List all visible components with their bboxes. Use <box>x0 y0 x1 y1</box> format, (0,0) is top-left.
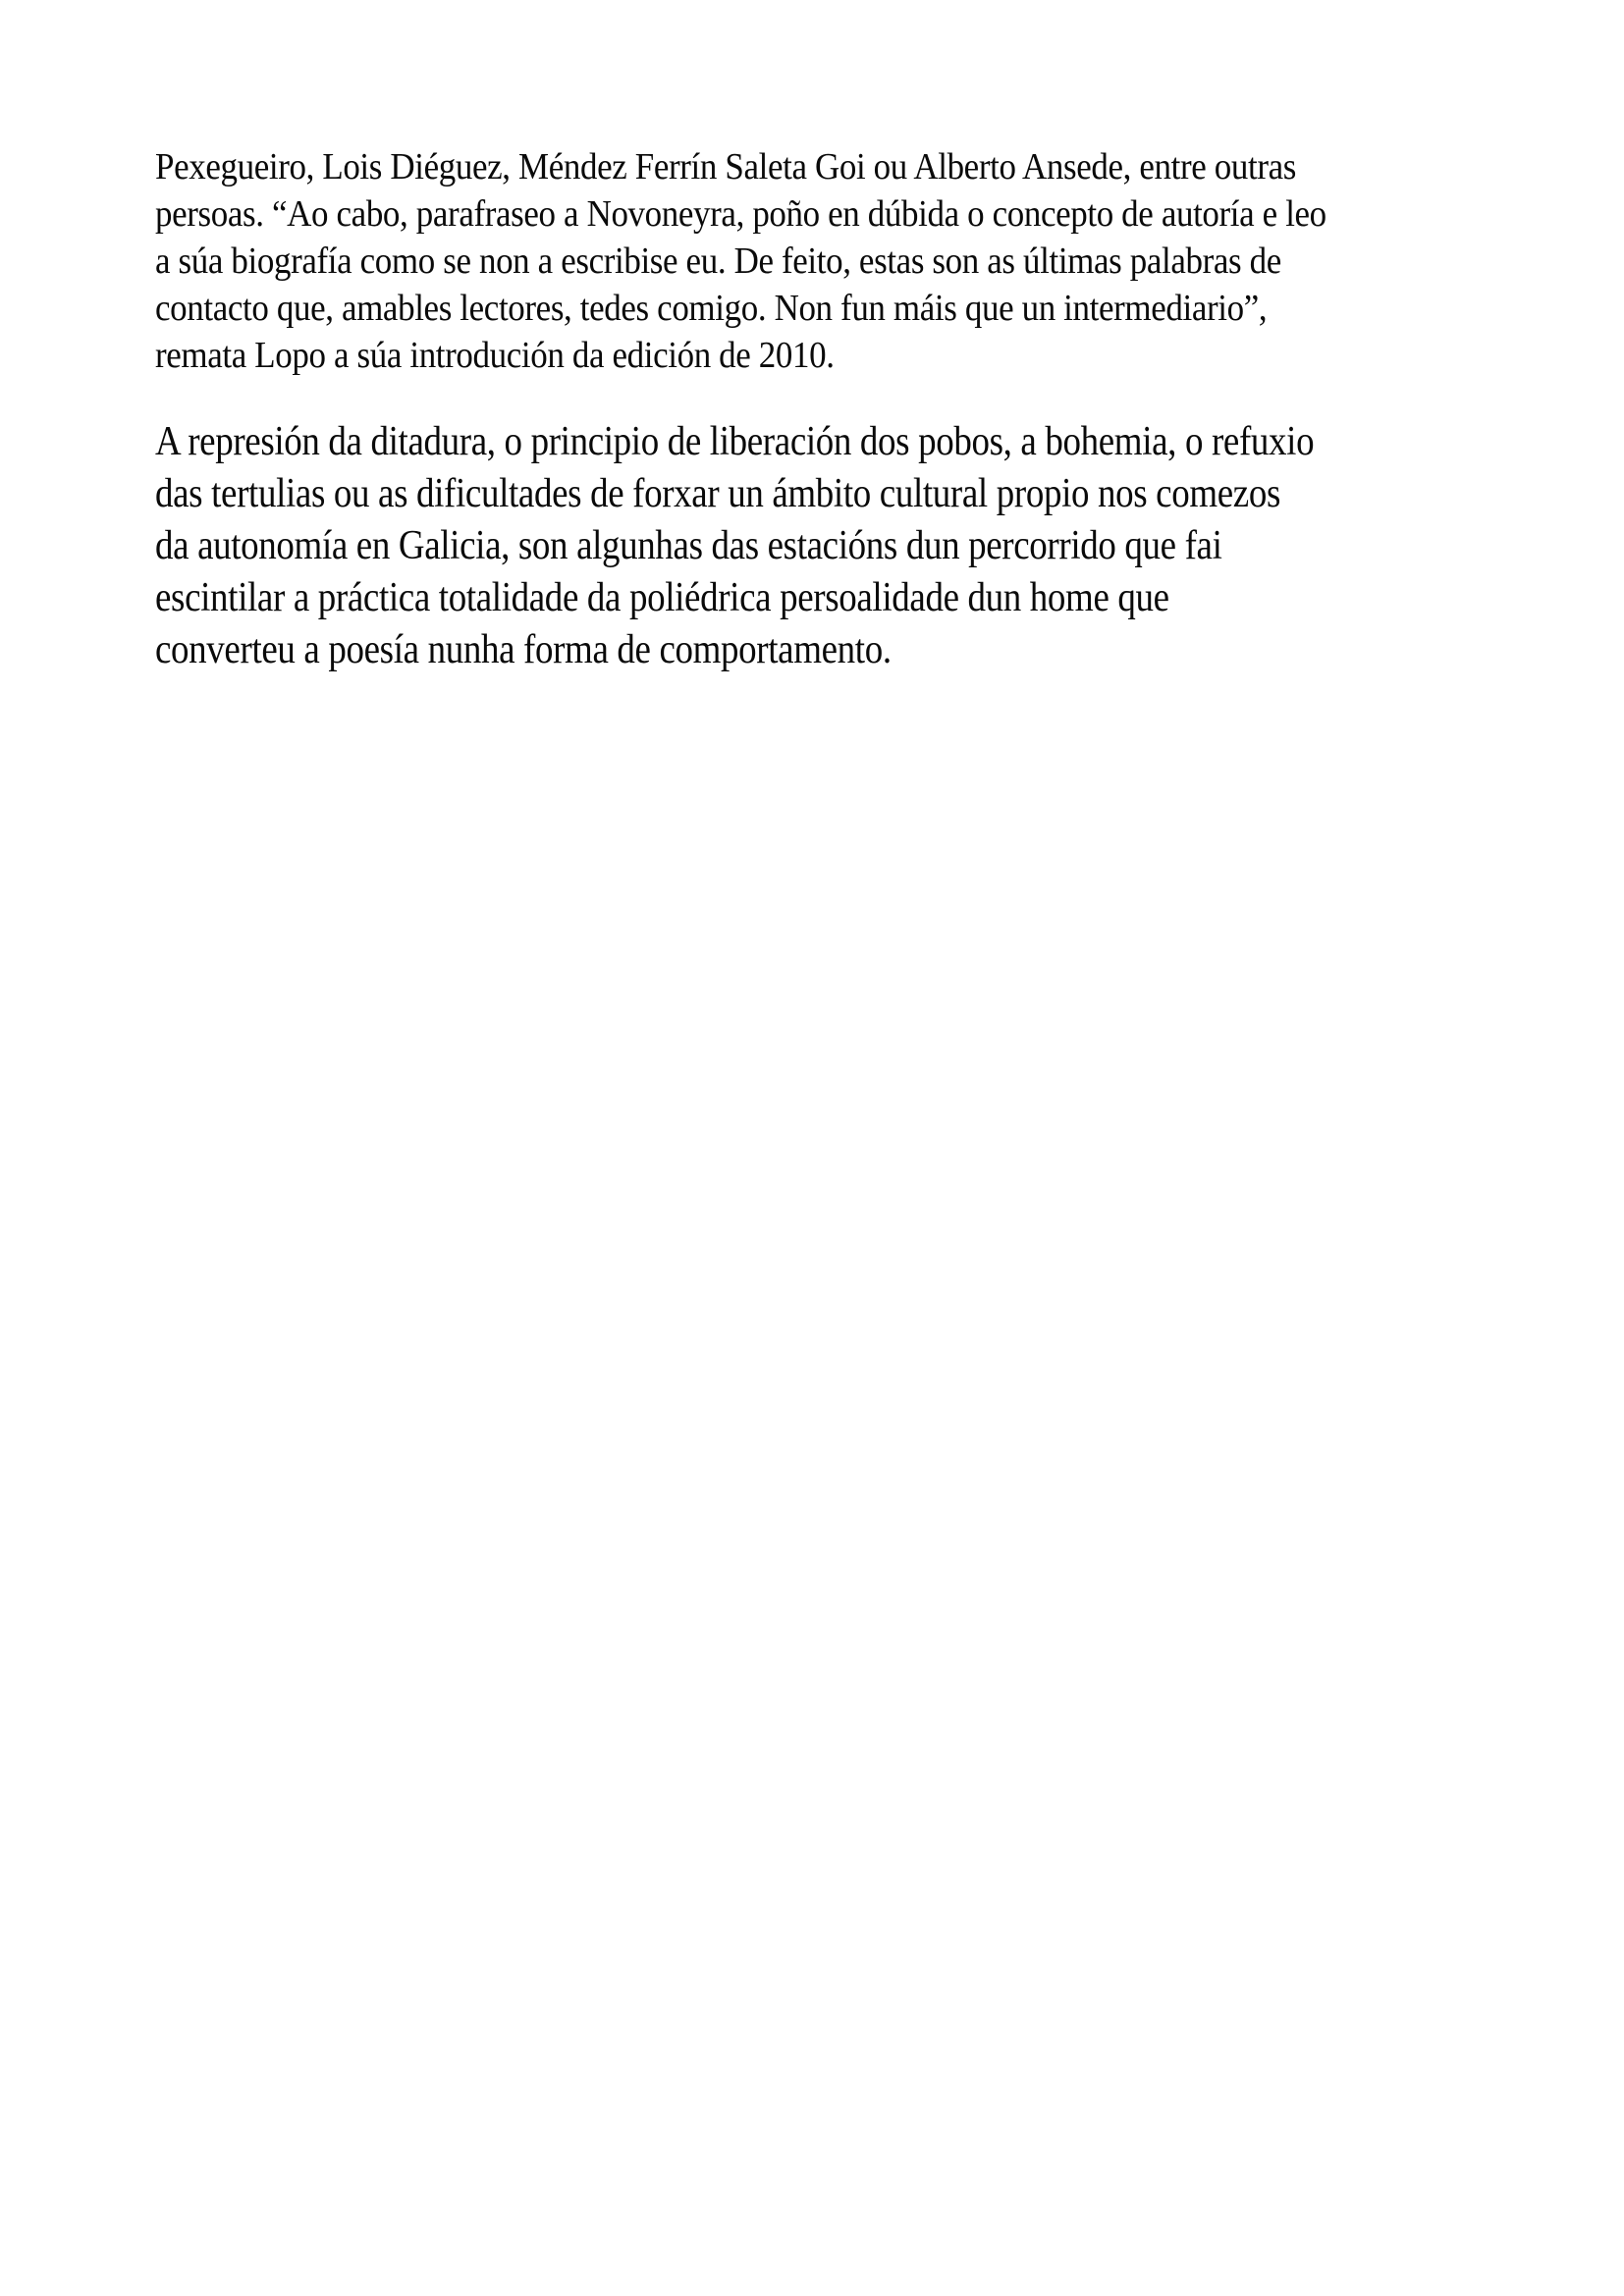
paragraph-line: A represión da ditadura, o principio de liberación dos pobos, a bohemia, o refuxio <box>155 419 1315 464</box>
text-block <box>155 143 1490 676</box>
paragraph-line: Pexegueiro, Lois Diéguez, Méndez Ferrín Saleta Goi ou Alberto Ansede, entre outras <box>155 146 1297 187</box>
paragraph-line: das tertulias ou as dificultades de forxar un ámbito cultural propio nos comezos <box>155 471 1281 516</box>
paragraph-line: remata Lopo a súa introdución da edición de 2010. <box>155 335 835 376</box>
paragraph-intro-quote <box>155 143 1490 379</box>
paragraph-line: escintilar a práctica totalidade da poliédrica persoalidade dun home que <box>155 575 1169 620</box>
paragraph-line: converteu a poesía nunha forma de comportamento. <box>155 627 892 672</box>
paragraph-line: da autonomía en Galicia, son algunhas das estacións dun percorrido que fai <box>155 523 1222 568</box>
paragraph-repression <box>155 416 1490 676</box>
paragraph-line: persoas. “Ao cabo, parafraseo a Novoneyra, poño en dúbida o concepto de autoría e leo <box>155 193 1326 235</box>
paragraph-line: contacto que, amables lectores, tedes comigo. Non fun máis que un intermediario”, <box>155 288 1268 329</box>
paragraph-line: a súa biografía como se non a escribise eu. De feito, estas son as últimas palabras de <box>155 240 1281 282</box>
